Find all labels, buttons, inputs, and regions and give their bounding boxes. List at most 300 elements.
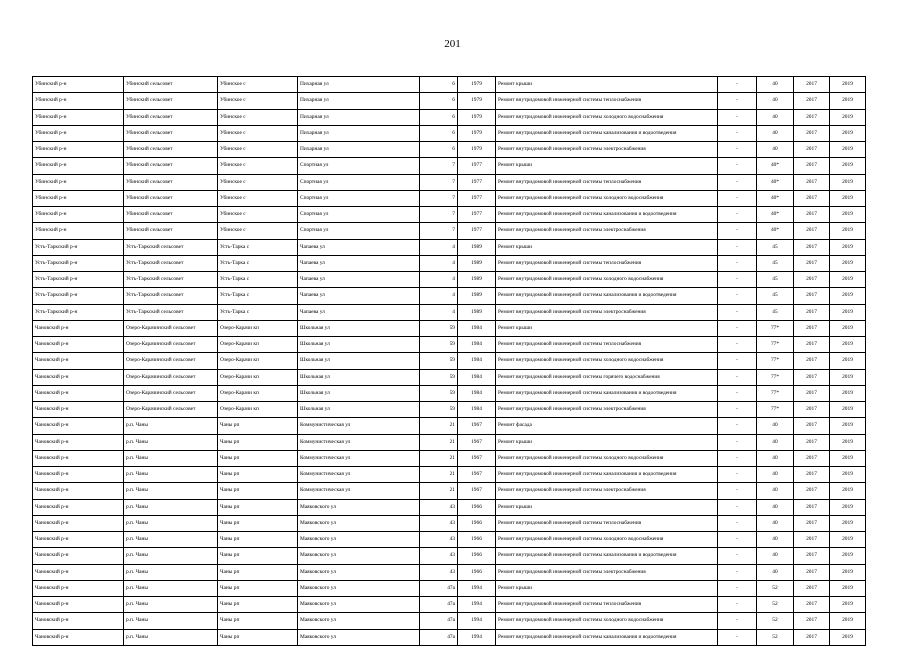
wear-percent-cell: 77* — [757, 320, 794, 336]
house-number-cell: 21 — [420, 434, 458, 450]
table-row — [33, 320, 866, 336]
wear-percent-cell: 40* — [757, 158, 794, 174]
municipality-cell: Убинский сельсовет — [124, 125, 218, 141]
settlement-cell: Усть-Тарка с — [218, 272, 298, 288]
end-year-cell: 2019 — [830, 483, 866, 499]
wear-percent-cell: 40 — [757, 125, 794, 141]
settlement-cell: Чаны рп — [218, 629, 298, 645]
table-row — [33, 385, 866, 401]
wear-percent-cell: 40 — [757, 467, 794, 483]
end-year-cell: 2019 — [830, 629, 866, 645]
work-type-cell: Ремонт внутридомовой инженерной системы канализования и водоотведения — [496, 207, 718, 223]
table-row — [33, 158, 866, 174]
house-number-cell: 6 — [420, 125, 458, 141]
build-year-cell: 1989 — [458, 288, 496, 304]
street-cell: Маяковского ул — [298, 580, 420, 596]
house-number-cell: 43 — [420, 515, 458, 531]
build-year-cell: 1984 — [458, 337, 496, 353]
house-number-cell: 7 — [420, 174, 458, 190]
street-cell: Маяковского ул — [298, 515, 420, 531]
municipality-cell: Убинский сельсовет — [124, 207, 218, 223]
table-row — [33, 629, 866, 645]
table-row — [33, 418, 866, 434]
work-type-cell: Ремонт внутридомовой инженерной системы теплоснабжения — [496, 93, 718, 109]
end-year-cell: 2019 — [830, 532, 866, 548]
street-cell: Чапаева ул — [298, 272, 420, 288]
district-cell: Убинский р-н — [33, 77, 124, 93]
house-number-cell: 43 — [420, 499, 458, 515]
build-year-cell: 1967 — [458, 450, 496, 466]
street-cell: Маяковского ул — [298, 548, 420, 564]
street-cell: Маяковского ул — [298, 564, 420, 580]
house-number-cell: 21 — [420, 467, 458, 483]
build-year-cell: 1994 — [458, 580, 496, 596]
end-year-cell: 2019 — [830, 337, 866, 353]
start-year-cell: 2017 — [794, 125, 830, 141]
district-cell: Чановский р-н — [33, 515, 124, 531]
end-year-cell: 2019 — [830, 158, 866, 174]
end-year-cell: 2019 — [830, 499, 866, 515]
district-cell: Убинский р-н — [33, 93, 124, 109]
district-cell: Чановский р-н — [33, 369, 124, 385]
build-year-cell: 1967 — [458, 467, 496, 483]
work-type-cell: Ремонт внутридомовой инженерной системы горячего водоснабжения — [496, 369, 718, 385]
build-year-cell: 1977 — [458, 223, 496, 239]
municipality-cell: Усть-Таркский сельсовет — [124, 255, 218, 271]
street-cell: Школьная ул — [298, 369, 420, 385]
house-number-cell: 59 — [420, 353, 458, 369]
settlement-cell: Чаны рп — [218, 548, 298, 564]
house-number-cell: 6 — [420, 142, 458, 158]
build-year-cell: 1979 — [458, 93, 496, 109]
district-cell: Чановский р-н — [33, 337, 124, 353]
work-type-cell: Ремонт внутридомовой инженерной системы канализования и водоотведения — [496, 288, 718, 304]
end-year-cell: 2019 — [830, 223, 866, 239]
table-row — [33, 548, 866, 564]
work-type-cell: Ремонт внутридомовой инженерной системы канализования и водоотведения — [496, 467, 718, 483]
work-type-cell: Ремонт внутридомовой инженерной системы холодного водоснабжения — [496, 532, 718, 548]
settlement-cell: Усть-Тарка с — [218, 288, 298, 304]
street-cell: Коммунистическая ул — [298, 450, 420, 466]
street-cell: Коммунистическая ул — [298, 467, 420, 483]
wear-percent-cell: 40 — [757, 93, 794, 109]
extra-cell: - — [718, 597, 757, 613]
table-row — [33, 434, 866, 450]
work-type-cell: Ремонт внутридомовой инженерной системы холодного водоснабжения — [496, 109, 718, 125]
district-cell: Чановский р-н — [33, 629, 124, 645]
end-year-cell: 2019 — [830, 255, 866, 271]
settlement-cell: Озеро-Карачи кп — [218, 369, 298, 385]
start-year-cell: 2017 — [794, 142, 830, 158]
municipality-cell: р.п. Чаны — [124, 613, 218, 629]
end-year-cell: 2019 — [830, 418, 866, 434]
house-number-cell: 6 — [420, 77, 458, 93]
table-row — [33, 207, 866, 223]
settlement-cell: Чаны рп — [218, 499, 298, 515]
extra-cell: - — [718, 450, 757, 466]
end-year-cell: 2019 — [830, 548, 866, 564]
street-cell: Спортная ул — [298, 158, 420, 174]
settlement-cell: Убинское с — [218, 207, 298, 223]
wear-percent-cell: 77* — [757, 337, 794, 353]
municipality-cell: Убинский сельсовет — [124, 174, 218, 190]
build-year-cell: 1979 — [458, 125, 496, 141]
start-year-cell: 2017 — [794, 515, 830, 531]
house-number-cell: 59 — [420, 402, 458, 418]
table-row — [33, 564, 866, 580]
end-year-cell: 2019 — [830, 77, 866, 93]
house-number-cell: 4 — [420, 239, 458, 255]
district-cell: Чановский р-н — [33, 597, 124, 613]
extra-cell: - — [718, 174, 757, 190]
start-year-cell: 2017 — [794, 190, 830, 206]
table-row — [33, 174, 866, 190]
build-year-cell: 1966 — [458, 499, 496, 515]
build-year-cell: 1977 — [458, 190, 496, 206]
work-type-cell: Ремонт крыши — [496, 77, 718, 93]
house-number-cell: 47а — [420, 597, 458, 613]
wear-percent-cell: 52 — [757, 597, 794, 613]
table-row — [33, 288, 866, 304]
start-year-cell: 2017 — [794, 93, 830, 109]
wear-percent-cell: 40 — [757, 109, 794, 125]
municipality-cell: р.п. Чаны — [124, 450, 218, 466]
start-year-cell: 2017 — [794, 272, 830, 288]
wear-percent-cell: 40 — [757, 564, 794, 580]
wear-percent-cell: 40* — [757, 223, 794, 239]
work-type-cell: Ремонт внутридомовой инженерной системы канализования и водоотведения — [496, 385, 718, 401]
settlement-cell: Чаны рп — [218, 515, 298, 531]
table-row — [33, 450, 866, 466]
table-row — [33, 369, 866, 385]
build-year-cell: 1984 — [458, 353, 496, 369]
start-year-cell: 2017 — [794, 580, 830, 596]
house-number-cell: 47а — [420, 629, 458, 645]
work-type-cell: Ремонт внутридомовой инженерной системы холодного водоснабжения — [496, 450, 718, 466]
start-year-cell: 2017 — [794, 483, 830, 499]
table-row — [33, 304, 866, 320]
house-number-cell: 4 — [420, 272, 458, 288]
street-cell: Маяковского ул — [298, 532, 420, 548]
house-number-cell: 7 — [420, 207, 458, 223]
work-type-cell: Ремонт внутридомовой инженерной системы холодного водоснабжения — [496, 190, 718, 206]
house-number-cell: 47а — [420, 580, 458, 596]
street-cell: Школьная ул — [298, 337, 420, 353]
start-year-cell: 2017 — [794, 629, 830, 645]
start-year-cell: 2017 — [794, 337, 830, 353]
district-cell: Чановский р-н — [33, 385, 124, 401]
district-cell: Усть-Таркский р-н — [33, 288, 124, 304]
build-year-cell: 1984 — [458, 385, 496, 401]
build-year-cell: 1979 — [458, 142, 496, 158]
extra-cell: - — [718, 158, 757, 174]
municipality-cell: р.п. Чаны — [124, 467, 218, 483]
end-year-cell: 2019 — [830, 142, 866, 158]
start-year-cell: 2017 — [794, 207, 830, 223]
municipality-cell: Усть-Таркский сельсовет — [124, 272, 218, 288]
wear-percent-cell: 40* — [757, 207, 794, 223]
street-cell: Чапаева ул — [298, 255, 420, 271]
start-year-cell: 2017 — [794, 548, 830, 564]
end-year-cell: 2019 — [830, 93, 866, 109]
wear-percent-cell: 40 — [757, 450, 794, 466]
settlement-cell: Чаны рп — [218, 434, 298, 450]
district-cell: Чановский р-н — [33, 580, 124, 596]
municipality-cell: Озеро-Карачинский сельсовет — [124, 320, 218, 336]
build-year-cell: 1994 — [458, 613, 496, 629]
build-year-cell: 1984 — [458, 369, 496, 385]
end-year-cell: 2019 — [830, 564, 866, 580]
end-year-cell: 2019 — [830, 369, 866, 385]
district-cell: Чановский р-н — [33, 434, 124, 450]
district-cell: Усть-Таркский р-н — [33, 239, 124, 255]
extra-cell: - — [718, 532, 757, 548]
extra-cell: - — [718, 288, 757, 304]
street-cell: Спортная ул — [298, 174, 420, 190]
municipality-cell: Убинский сельсовет — [124, 223, 218, 239]
district-cell: Чановский р-н — [33, 532, 124, 548]
settlement-cell: Чаны рп — [218, 418, 298, 434]
table-row — [33, 532, 866, 548]
end-year-cell: 2019 — [830, 613, 866, 629]
municipality-cell: Убинский сельсовет — [124, 77, 218, 93]
municipality-cell: Усть-Таркский сельсовет — [124, 239, 218, 255]
district-cell: Убинский р-н — [33, 142, 124, 158]
wear-percent-cell: 40 — [757, 434, 794, 450]
build-year-cell: 1967 — [458, 483, 496, 499]
table-row — [33, 272, 866, 288]
wear-percent-cell: 52 — [757, 580, 794, 596]
street-cell: Школьная ул — [298, 320, 420, 336]
build-year-cell: 1984 — [458, 320, 496, 336]
table-row — [33, 402, 866, 418]
house-number-cell: 7 — [420, 190, 458, 206]
settlement-cell: Убинское с — [218, 125, 298, 141]
table-row — [33, 467, 866, 483]
build-year-cell: 1977 — [458, 174, 496, 190]
wear-percent-cell: 40 — [757, 142, 794, 158]
district-cell: Чановский р-н — [33, 353, 124, 369]
work-type-cell: Ремонт крыши — [496, 320, 718, 336]
house-number-cell: 43 — [420, 548, 458, 564]
district-cell: Чановский р-н — [33, 467, 124, 483]
settlement-cell: Озеро-Карачи кп — [218, 385, 298, 401]
street-cell: Чапаева ул — [298, 239, 420, 255]
build-year-cell: 1966 — [458, 515, 496, 531]
district-cell: Убинский р-н — [33, 158, 124, 174]
settlement-cell: Чаны рп — [218, 483, 298, 499]
extra-cell: - — [718, 320, 757, 336]
end-year-cell: 2019 — [830, 288, 866, 304]
start-year-cell: 2017 — [794, 402, 830, 418]
wear-percent-cell: 45 — [757, 304, 794, 320]
street-cell: Коммунистическая ул — [298, 434, 420, 450]
house-number-cell: 43 — [420, 532, 458, 548]
wear-percent-cell: 45 — [757, 239, 794, 255]
street-cell: Маяковского ул — [298, 597, 420, 613]
build-year-cell: 1966 — [458, 564, 496, 580]
work-type-cell: Ремонт внутридомовой инженерной системы канализования и водоотведения — [496, 125, 718, 141]
settlement-cell: Убинское с — [218, 93, 298, 109]
extra-cell: - — [718, 564, 757, 580]
street-cell: Спортная ул — [298, 190, 420, 206]
municipality-cell: Убинский сельсовет — [124, 109, 218, 125]
extra-cell: - — [718, 272, 757, 288]
municipality-cell: р.п. Чаны — [124, 532, 218, 548]
district-cell: Чановский р-н — [33, 418, 124, 434]
end-year-cell: 2019 — [830, 450, 866, 466]
wear-percent-cell: 45 — [757, 288, 794, 304]
settlement-cell: Усть-Тарка с — [218, 255, 298, 271]
street-cell: Маяковского ул — [298, 629, 420, 645]
wear-percent-cell: 40 — [757, 515, 794, 531]
municipality-cell: р.п. Чаны — [124, 597, 218, 613]
extra-cell: - — [718, 239, 757, 255]
start-year-cell: 2017 — [794, 255, 830, 271]
extra-cell: - — [718, 190, 757, 206]
wear-percent-cell: 40 — [757, 418, 794, 434]
street-cell: Коммунистическая ул — [298, 418, 420, 434]
work-type-cell: Ремонт крыши — [496, 499, 718, 515]
end-year-cell: 2019 — [830, 207, 866, 223]
page-number: 201 — [444, 38, 461, 50]
district-cell: Усть-Таркский р-н — [33, 304, 124, 320]
settlement-cell: Чаны рп — [218, 450, 298, 466]
extra-cell: - — [718, 418, 757, 434]
extra-cell: - — [718, 629, 757, 645]
extra-cell: - — [718, 77, 757, 93]
house-number-cell: 6 — [420, 109, 458, 125]
settlement-cell: Убинское с — [218, 142, 298, 158]
work-type-cell: Ремонт внутридомовой инженерной системы электроснабжения — [496, 304, 718, 320]
table-row — [33, 515, 866, 531]
extra-cell: - — [718, 613, 757, 629]
wear-percent-cell: 40* — [757, 174, 794, 190]
municipality-cell: Озеро-Карачинский сельсовет — [124, 353, 218, 369]
build-year-cell: 1966 — [458, 532, 496, 548]
wear-percent-cell: 77* — [757, 369, 794, 385]
settlement-cell: Чаны рп — [218, 564, 298, 580]
municipality-cell: р.п. Чаны — [124, 418, 218, 434]
house-number-cell: 6 — [420, 93, 458, 109]
settlement-cell: Усть-Тарка с — [218, 304, 298, 320]
extra-cell: - — [718, 93, 757, 109]
start-year-cell: 2017 — [794, 77, 830, 93]
end-year-cell: 2019 — [830, 125, 866, 141]
work-type-cell: Ремонт внутридомовой инженерной системы теплоснабжения — [496, 174, 718, 190]
municipality-cell: р.п. Чаны — [124, 499, 218, 515]
end-year-cell: 2019 — [830, 434, 866, 450]
start-year-cell: 2017 — [794, 320, 830, 336]
street-cell: Школьная ул — [298, 353, 420, 369]
street-cell: Маяковского ул — [298, 499, 420, 515]
wear-percent-cell: 77* — [757, 353, 794, 369]
build-year-cell: 1989 — [458, 255, 496, 271]
settlement-cell: Озеро-Карачи кп — [218, 402, 298, 418]
house-number-cell: 59 — [420, 320, 458, 336]
district-cell: Чановский р-н — [33, 483, 124, 499]
start-year-cell: 2017 — [794, 369, 830, 385]
street-cell: Школьная ул — [298, 402, 420, 418]
build-year-cell: 1977 — [458, 158, 496, 174]
start-year-cell: 2017 — [794, 450, 830, 466]
table-row — [33, 77, 866, 93]
end-year-cell: 2019 — [830, 109, 866, 125]
work-type-cell: Ремонт внутридомовой инженерной системы теплоснабжения — [496, 337, 718, 353]
house-number-cell: 7 — [420, 158, 458, 174]
work-type-cell: Ремонт внутридомовой инженерной системы электроснабжения — [496, 142, 718, 158]
end-year-cell: 2019 — [830, 320, 866, 336]
municipality-cell: Усть-Таркский сельсовет — [124, 288, 218, 304]
build-year-cell: 1994 — [458, 629, 496, 645]
extra-cell: - — [718, 434, 757, 450]
settlement-cell: Убинское с — [218, 158, 298, 174]
district-cell: Убинский р-н — [33, 223, 124, 239]
work-type-cell: Ремонт крыши — [496, 580, 718, 596]
end-year-cell: 2019 — [830, 402, 866, 418]
extra-cell: - — [718, 223, 757, 239]
end-year-cell: 2019 — [830, 580, 866, 596]
district-cell: Усть-Таркский р-н — [33, 255, 124, 271]
wear-percent-cell: 40* — [757, 190, 794, 206]
repair-schedule-table — [32, 76, 866, 646]
district-cell: Чановский р-н — [33, 450, 124, 466]
end-year-cell: 2019 — [830, 597, 866, 613]
house-number-cell: 4 — [420, 304, 458, 320]
district-cell: Чановский р-н — [33, 548, 124, 564]
table-row — [33, 580, 866, 596]
table-row — [33, 499, 866, 515]
end-year-cell: 2019 — [830, 353, 866, 369]
start-year-cell: 2017 — [794, 239, 830, 255]
municipality-cell: р.п. Чаны — [124, 564, 218, 580]
district-cell: Чановский р-н — [33, 320, 124, 336]
settlement-cell: Убинское с — [218, 109, 298, 125]
build-year-cell: 1967 — [458, 434, 496, 450]
wear-percent-cell: 40 — [757, 499, 794, 515]
district-cell: Чановский р-н — [33, 402, 124, 418]
municipality-cell: Убинский сельсовет — [124, 190, 218, 206]
extra-cell: - — [718, 385, 757, 401]
end-year-cell: 2019 — [830, 304, 866, 320]
end-year-cell: 2019 — [830, 272, 866, 288]
municipality-cell: Убинский сельсовет — [124, 158, 218, 174]
settlement-cell: Чаны рп — [218, 532, 298, 548]
build-year-cell: 1984 — [458, 402, 496, 418]
district-cell: Усть-Таркский р-н — [33, 272, 124, 288]
municipality-cell: Озеро-Карачинский сельсовет — [124, 385, 218, 401]
work-type-cell: Ремонт внутридомовой инженерной системы канализования и водоотведения — [496, 629, 718, 645]
build-year-cell: 1994 — [458, 597, 496, 613]
district-cell: Убинский р-н — [33, 207, 124, 223]
wear-percent-cell: 40 — [757, 77, 794, 93]
extra-cell: - — [718, 402, 757, 418]
settlement-cell: Чаны рп — [218, 467, 298, 483]
start-year-cell: 2017 — [794, 288, 830, 304]
municipality-cell: Убинский сельсовет — [124, 93, 218, 109]
street-cell: Спортная ул — [298, 207, 420, 223]
extra-cell: - — [718, 353, 757, 369]
wear-percent-cell: 40 — [757, 532, 794, 548]
table-row — [33, 125, 866, 141]
municipality-cell: Усть-Таркский сельсовет — [124, 304, 218, 320]
work-type-cell: Ремонт внутридомовой инженерной системы электроснабжения — [496, 483, 718, 499]
start-year-cell: 2017 — [794, 434, 830, 450]
extra-cell: - — [718, 304, 757, 320]
house-number-cell: 59 — [420, 337, 458, 353]
municipality-cell: Озеро-Карачинский сельсовет — [124, 369, 218, 385]
start-year-cell: 2017 — [794, 158, 830, 174]
